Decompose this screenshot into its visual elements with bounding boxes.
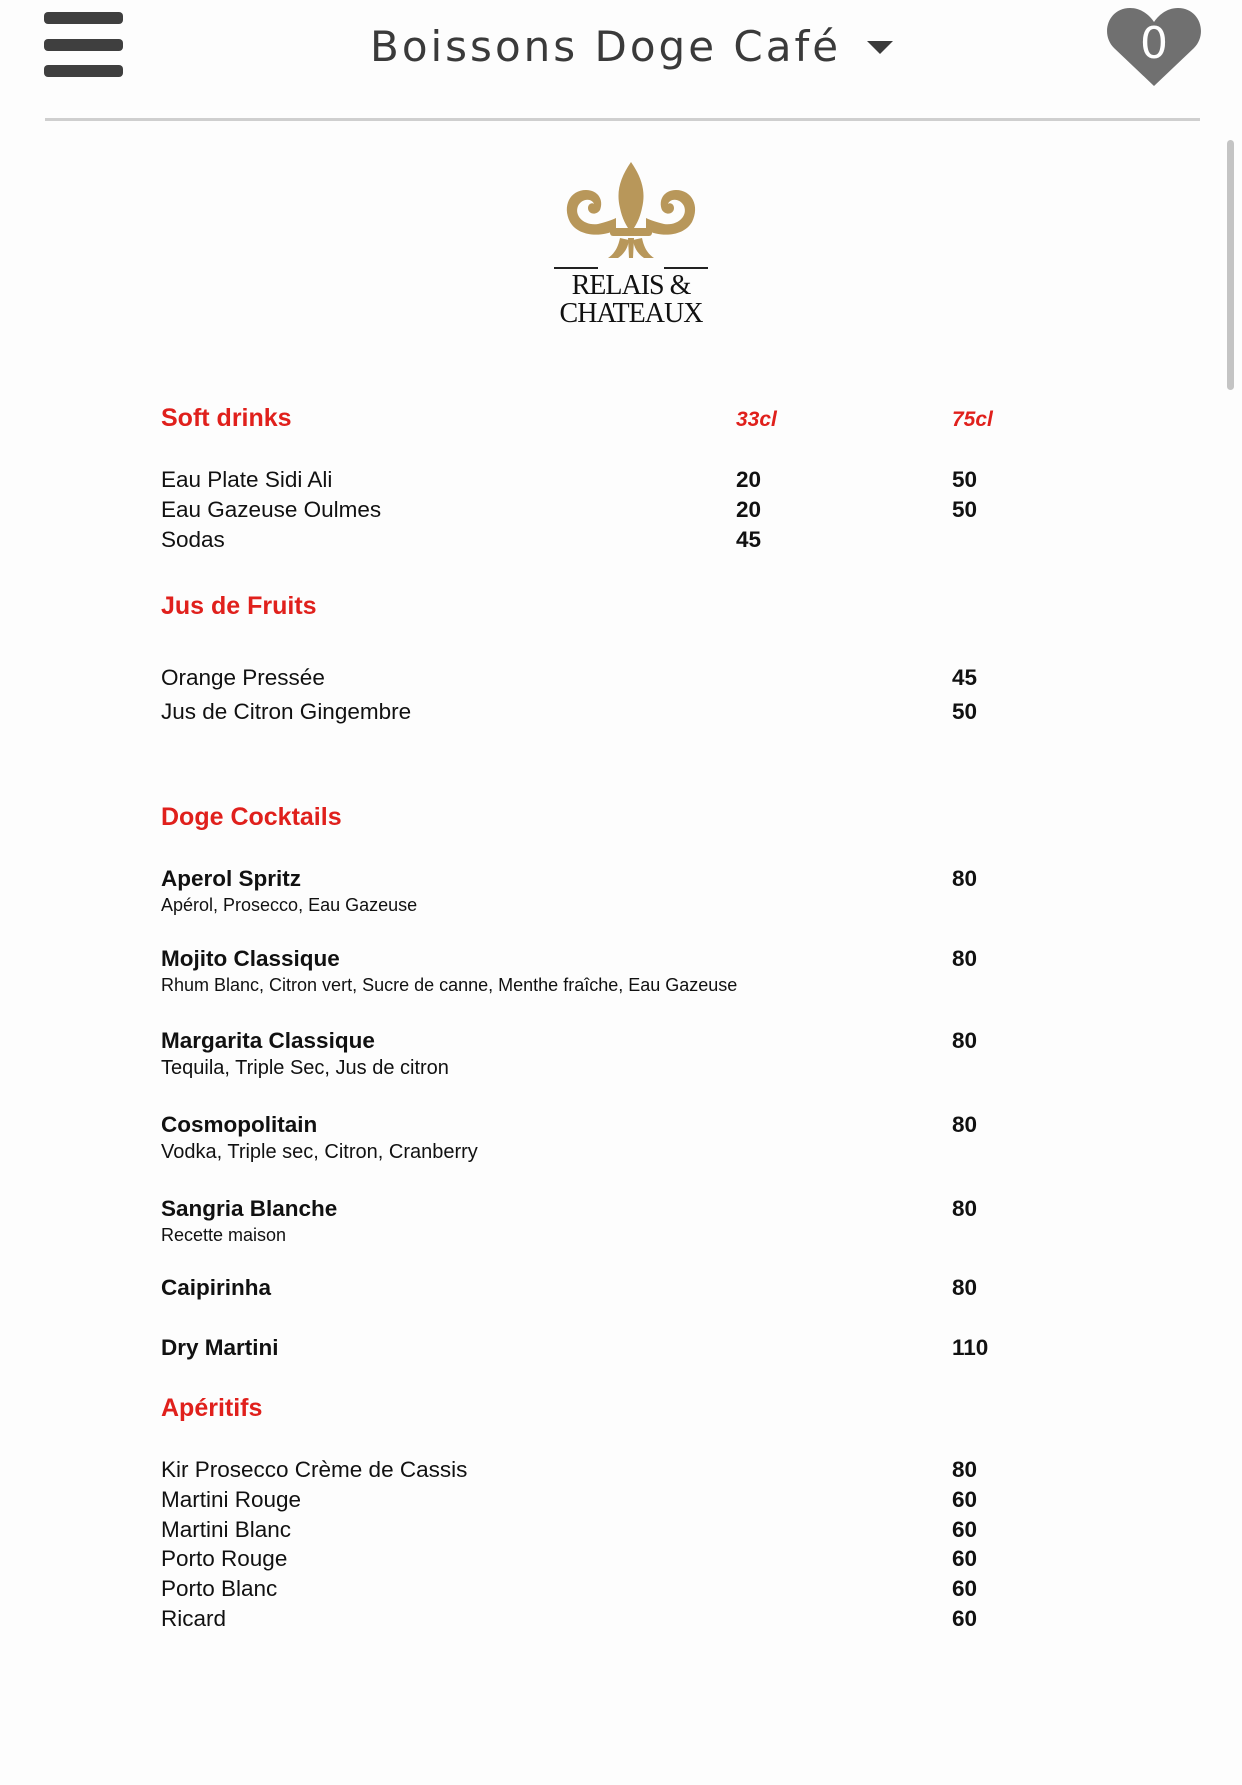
page-title: Boissons Doge Café bbox=[370, 21, 842, 71]
menu-item-price-75cl: 50 bbox=[952, 467, 978, 492]
menu-icon[interactable] bbox=[44, 12, 123, 78]
column-header-75cl: 75cl bbox=[952, 408, 993, 431]
app-header bbox=[0, 0, 1242, 120]
menu-item-price: 80 bbox=[952, 1457, 978, 1482]
cocktail-name: Caipirinha bbox=[161, 1275, 272, 1300]
logo-text-line2: CHATEAUX bbox=[559, 298, 703, 329]
menu-item-name: Orange Pressée bbox=[161, 665, 325, 690]
menu-item-name: Ricard bbox=[161, 1606, 227, 1631]
menu-item-name: Porto Rouge bbox=[161, 1546, 288, 1571]
menu-item-name: Eau Gazeuse Oulmes bbox=[161, 497, 382, 522]
cocktail-name: Sangria Blanche bbox=[161, 1196, 338, 1221]
menu-item-price-33cl: 20 bbox=[736, 497, 762, 522]
menu-icon-bar bbox=[44, 12, 123, 24]
menu-item-price: 60 bbox=[952, 1546, 978, 1571]
menu-item-price: 50 bbox=[952, 699, 978, 724]
cocktail-price: 80 bbox=[952, 946, 978, 971]
cocktail-price: 80 bbox=[952, 866, 978, 891]
section-title-aperitifs: Apéritifs bbox=[161, 1394, 263, 1422]
menu-icon-bar bbox=[44, 39, 123, 51]
menu-item-name: Martini Blanc bbox=[161, 1517, 292, 1542]
menu-selector[interactable] bbox=[370, 16, 893, 76]
menu-item-price: 60 bbox=[952, 1517, 978, 1542]
menu-item-name: Kir Prosecco Crème de Cassis bbox=[161, 1457, 468, 1482]
cocktail-description: Apérol, Prosecco, Eau Gazeuse bbox=[161, 895, 418, 915]
relais-chateaux-logo bbox=[548, 160, 714, 330]
menu-item-name: Porto Blanc bbox=[161, 1576, 278, 1601]
menu-item-price: 45 bbox=[952, 665, 978, 690]
section-title-jus-de-fruits: Jus de Fruits bbox=[161, 592, 317, 620]
cocktail-description: Tequila, Triple Sec, Jus de citron bbox=[161, 1057, 449, 1079]
fleur-de-lis-icon bbox=[548, 160, 714, 272]
cocktail-price: 80 bbox=[952, 1112, 978, 1137]
menu-item-price-33cl: 45 bbox=[736, 527, 762, 552]
cocktail-name: Dry Martini bbox=[161, 1335, 279, 1360]
column-header-33cl: 33cl bbox=[736, 408, 777, 431]
menu-item-name: Eau Plate Sidi Ali bbox=[161, 467, 333, 492]
section-title-doge-cocktails: Doge Cocktails bbox=[161, 803, 342, 831]
menu-icon-bar bbox=[44, 65, 123, 77]
section-title-soft-drinks: Soft drinks bbox=[161, 404, 292, 432]
favorites-count: 0 bbox=[1140, 18, 1168, 69]
cocktail-name: Margarita Classique bbox=[161, 1028, 375, 1053]
favorites-button[interactable] bbox=[1106, 4, 1202, 88]
cocktail-price: 80 bbox=[952, 1028, 978, 1053]
cocktail-price: 80 bbox=[952, 1196, 978, 1221]
menu-item-price: 60 bbox=[952, 1606, 978, 1631]
cocktail-name: Aperol Spritz bbox=[161, 866, 302, 891]
cocktail-price: 80 bbox=[952, 1275, 978, 1300]
cocktail-description: Vodka, Triple sec, Citron, Cranberry bbox=[161, 1141, 478, 1163]
menu-item-name: Martini Rouge bbox=[161, 1487, 302, 1512]
cocktail-price: 110 bbox=[952, 1335, 989, 1360]
header-divider bbox=[45, 118, 1200, 121]
cocktail-description: Recette maison bbox=[161, 1225, 287, 1245]
menu-item-price: 60 bbox=[952, 1487, 978, 1512]
logo-text-line1: RELAIS & bbox=[571, 270, 691, 301]
cocktail-name: Cosmopolitain bbox=[161, 1112, 318, 1137]
menu-item-name: Jus de Citron Gingembre bbox=[161, 699, 412, 724]
cocktail-description: Rhum Blanc, Citron vert, Sucre de canne, Menthe fraîche, Eau Gazeuse bbox=[161, 975, 738, 995]
cocktail-name: Mojito Classique bbox=[161, 946, 340, 971]
menu-item-price-33cl: 20 bbox=[736, 467, 762, 492]
menu-item-name: Sodas bbox=[161, 527, 225, 552]
scrollbar-thumb[interactable] bbox=[1227, 140, 1234, 390]
menu-item-price: 60 bbox=[952, 1576, 978, 1601]
menu-item-price-75cl: 50 bbox=[952, 497, 978, 522]
caret-down-icon bbox=[867, 41, 893, 54]
